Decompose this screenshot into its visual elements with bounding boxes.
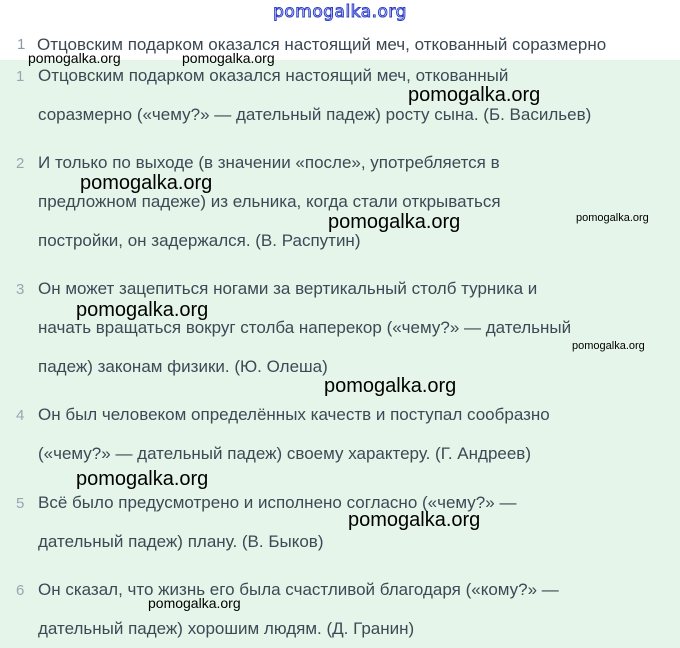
item-line: соразмерно («чему?» — дательный падеж) росту сына. (Б. Васильев) — [38, 105, 592, 124]
item-number: 2 — [16, 155, 25, 172]
watermark: pomogalka.org — [576, 212, 649, 224]
watermark: pomogalka.org — [76, 299, 209, 321]
item-line: («чему?» — дательный падеж) своему характеру. (Г. Андреев) — [38, 444, 531, 463]
watermark: pomogalka.org — [572, 340, 645, 352]
item-line: Он может зацепиться ногами за вертикальный столб турника и — [38, 279, 538, 298]
item-line: Он сказал, что жизнь его была счастливой благодаря («кому?» — — [38, 580, 559, 599]
watermark: pomogalka.org — [324, 375, 457, 397]
site-logo[interactable]: pomogalka.org — [273, 2, 407, 22]
item-number: 4 — [16, 407, 25, 424]
item-number: 1 — [16, 68, 25, 85]
item-line: дательный падеж) хорошим людям. (Д. Гранин) — [38, 619, 415, 638]
examples-panel — [0, 60, 680, 648]
watermark: pomogalka.org — [408, 84, 541, 106]
intro-number: 1 — [17, 36, 26, 53]
intro-text: Отцовским подарком оказался настоящий меч, откованный соразмерно — [37, 35, 607, 54]
watermark: pomogalka.org — [328, 211, 461, 233]
item-number: 3 — [16, 281, 25, 298]
item-line: И только по выходе (в значении «после», употребляется в — [38, 153, 500, 172]
item-line: падеж) законам физики. (Ю. Олеша) — [38, 357, 328, 376]
watermark: pomogalka.org — [76, 468, 209, 490]
item-line: Он был человеком определённых качеств и поступал сообразно — [38, 405, 550, 424]
watermark: pomogalka.org — [28, 50, 121, 66]
watermark: pomogalka.org — [148, 595, 241, 611]
item-line: Отцовским подарком оказался настоящий меч, откованный — [38, 66, 509, 85]
item-line: Всё было предусмотрено и исполнено согласно («чему?» — — [38, 493, 517, 512]
watermark: pomogalka.org — [182, 50, 275, 66]
item-number: 5 — [16, 495, 25, 512]
watermark: pomogalka.org — [348, 509, 481, 531]
item-line: дательный падеж) плану. (В. Быков) — [38, 532, 324, 551]
item-line: постройки, он задержался. (В. Распутин) — [38, 231, 361, 250]
item-line: начать вращаться вокруг столба наперекор («чему?» — дательный — [38, 318, 572, 337]
item-line: предложном падеже) из ельника, когда стали открываться — [38, 192, 501, 211]
watermark: pomogalka.org — [80, 172, 213, 194]
item-number: 6 — [16, 582, 25, 599]
